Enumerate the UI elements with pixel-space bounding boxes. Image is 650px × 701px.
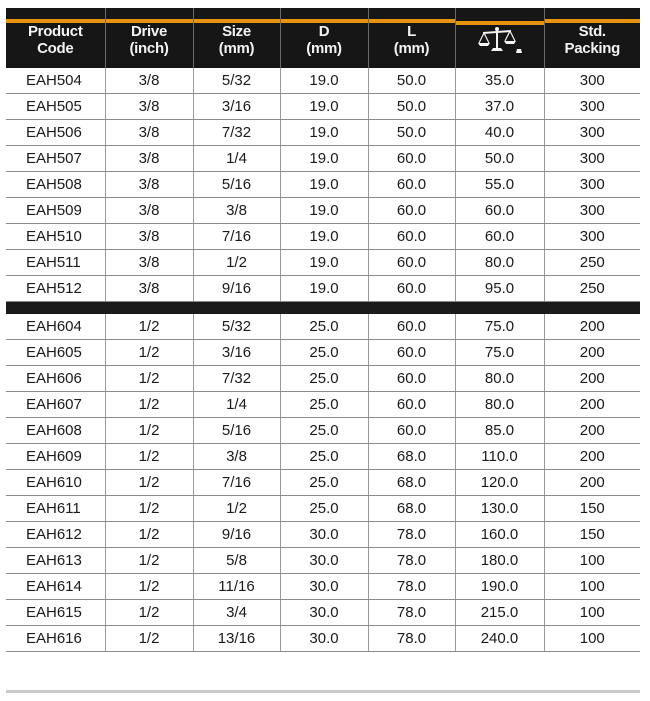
cell-size: 3/8 bbox=[193, 444, 280, 470]
cell-std-packing: 200 bbox=[544, 340, 640, 366]
cell-drive: 1/2 bbox=[105, 366, 193, 392]
cell-l: 78.0 bbox=[368, 574, 455, 600]
cell-size: 5/32 bbox=[193, 68, 280, 94]
cell-l: 78.0 bbox=[368, 600, 455, 626]
cell-product-code: EAH610 bbox=[6, 470, 105, 496]
cell-drive: 1/2 bbox=[105, 626, 193, 652]
table-row bbox=[6, 548, 640, 574]
cell-size: 11/16 bbox=[193, 574, 280, 600]
cell-drive: 1/2 bbox=[105, 418, 193, 444]
cell-l: 60.0 bbox=[368, 172, 455, 198]
header-d: D (mm) bbox=[280, 8, 368, 68]
header-row bbox=[6, 8, 640, 68]
cell-d: 19.0 bbox=[280, 172, 368, 198]
cell-d: 25.0 bbox=[280, 314, 368, 340]
cell-weight: 80.0 bbox=[455, 392, 544, 418]
cell-weight: 190.0 bbox=[455, 574, 544, 600]
cell-std-packing: 100 bbox=[544, 548, 640, 574]
cell-weight: 75.0 bbox=[455, 314, 544, 340]
cell-l: 50.0 bbox=[368, 68, 455, 94]
table-row bbox=[6, 94, 640, 120]
cell-product-code: EAH605 bbox=[6, 340, 105, 366]
cell-product-code: EAH607 bbox=[6, 392, 105, 418]
table-row bbox=[6, 444, 640, 470]
cell-size: 1/2 bbox=[193, 250, 280, 276]
cell-d: 19.0 bbox=[280, 146, 368, 172]
cell-product-code: EAH611 bbox=[6, 496, 105, 522]
cell-d: 30.0 bbox=[280, 574, 368, 600]
cell-d: 25.0 bbox=[280, 366, 368, 392]
cell-drive: 3/8 bbox=[105, 94, 193, 120]
cell-size: 3/4 bbox=[193, 600, 280, 626]
cell-d: 19.0 bbox=[280, 120, 368, 146]
cell-d: 30.0 bbox=[280, 600, 368, 626]
product-spec-table bbox=[6, 8, 640, 652]
table-row bbox=[6, 172, 640, 198]
cell-l: 68.0 bbox=[368, 444, 455, 470]
cell-drive: 1/2 bbox=[105, 470, 193, 496]
balance-scale-icon bbox=[477, 25, 523, 55]
cell-d: 30.0 bbox=[280, 522, 368, 548]
cell-size: 5/8 bbox=[193, 548, 280, 574]
table-row bbox=[6, 626, 640, 652]
table-body bbox=[6, 68, 640, 652]
cell-product-code: EAH606 bbox=[6, 366, 105, 392]
cell-size: 5/32 bbox=[193, 314, 280, 340]
cell-l: 60.0 bbox=[368, 418, 455, 444]
cell-l: 60.0 bbox=[368, 314, 455, 340]
cell-d: 19.0 bbox=[280, 198, 368, 224]
cell-weight: 240.0 bbox=[455, 626, 544, 652]
cell-drive: 3/8 bbox=[105, 250, 193, 276]
cell-product-code: EAH504 bbox=[6, 68, 105, 94]
cell-drive: 3/8 bbox=[105, 146, 193, 172]
cell-size: 7/32 bbox=[193, 366, 280, 392]
cell-std-packing: 100 bbox=[544, 626, 640, 652]
cell-drive: 1/2 bbox=[105, 444, 193, 470]
cell-l: 60.0 bbox=[368, 366, 455, 392]
header-product-code: Product Code bbox=[6, 8, 105, 68]
cell-weight: 110.0 bbox=[455, 444, 544, 470]
cell-std-packing: 100 bbox=[544, 600, 640, 626]
cell-l: 60.0 bbox=[368, 224, 455, 250]
header-l: L (mm) bbox=[368, 8, 455, 68]
cell-d: 25.0 bbox=[280, 496, 368, 522]
cell-l: 60.0 bbox=[368, 392, 455, 418]
table-row bbox=[6, 198, 640, 224]
cell-size: 9/16 bbox=[193, 276, 280, 302]
cell-weight: 95.0 bbox=[455, 276, 544, 302]
cell-product-code: EAH511 bbox=[6, 250, 105, 276]
cell-weight: 75.0 bbox=[455, 340, 544, 366]
table-row bbox=[6, 224, 640, 250]
cell-product-code: EAH509 bbox=[6, 198, 105, 224]
cell-drive: 3/8 bbox=[105, 276, 193, 302]
separator-bar bbox=[6, 302, 640, 315]
cell-drive: 3/8 bbox=[105, 120, 193, 146]
cell-product-code: EAH615 bbox=[6, 600, 105, 626]
cell-product-code: EAH616 bbox=[6, 626, 105, 652]
cell-weight: 60.0 bbox=[455, 224, 544, 250]
cell-d: 25.0 bbox=[280, 444, 368, 470]
table-row bbox=[6, 496, 640, 522]
cell-std-packing: 200 bbox=[544, 470, 640, 496]
cell-drive: 3/8 bbox=[105, 68, 193, 94]
cell-weight: 120.0 bbox=[455, 470, 544, 496]
cell-std-packing: 300 bbox=[544, 94, 640, 120]
table-row bbox=[6, 470, 640, 496]
cell-product-code: EAH512 bbox=[6, 276, 105, 302]
cell-drive: 1/2 bbox=[105, 392, 193, 418]
bottom-rule bbox=[6, 690, 640, 693]
cell-std-packing: 200 bbox=[544, 314, 640, 340]
cell-size: 3/8 bbox=[193, 198, 280, 224]
cell-product-code: EAH508 bbox=[6, 172, 105, 198]
cell-l: 50.0 bbox=[368, 120, 455, 146]
table-row bbox=[6, 68, 640, 94]
cell-d: 25.0 bbox=[280, 470, 368, 496]
cell-drive: 1/2 bbox=[105, 340, 193, 366]
cell-d: 19.0 bbox=[280, 224, 368, 250]
cell-std-packing: 300 bbox=[544, 224, 640, 250]
cell-std-packing: 200 bbox=[544, 444, 640, 470]
cell-l: 60.0 bbox=[368, 340, 455, 366]
cell-size: 7/32 bbox=[193, 120, 280, 146]
table-row bbox=[6, 340, 640, 366]
cell-drive: 1/2 bbox=[105, 600, 193, 626]
cell-size: 1/4 bbox=[193, 392, 280, 418]
table-row bbox=[6, 276, 640, 302]
cell-d: 19.0 bbox=[280, 68, 368, 94]
cell-weight: 160.0 bbox=[455, 522, 544, 548]
header-std-packing: Std. Packing bbox=[544, 8, 640, 68]
cell-l: 78.0 bbox=[368, 522, 455, 548]
table-row bbox=[6, 314, 640, 340]
cell-std-packing: 200 bbox=[544, 366, 640, 392]
cell-product-code: EAH609 bbox=[6, 444, 105, 470]
cell-d: 19.0 bbox=[280, 276, 368, 302]
cell-std-packing: 250 bbox=[544, 250, 640, 276]
cell-size: 1/2 bbox=[193, 496, 280, 522]
cell-size: 3/16 bbox=[193, 94, 280, 120]
cell-product-code: EAH613 bbox=[6, 548, 105, 574]
table-row bbox=[6, 146, 640, 172]
cell-drive: 3/8 bbox=[105, 172, 193, 198]
cell-weight: 37.0 bbox=[455, 94, 544, 120]
cell-weight: 80.0 bbox=[455, 250, 544, 276]
cell-std-packing: 100 bbox=[544, 574, 640, 600]
cell-d: 25.0 bbox=[280, 340, 368, 366]
cell-weight: 85.0 bbox=[455, 418, 544, 444]
header-drive: Drive (inch) bbox=[105, 8, 193, 68]
header-size: Size (mm) bbox=[193, 8, 280, 68]
cell-size: 7/16 bbox=[193, 224, 280, 250]
table-row bbox=[6, 392, 640, 418]
cell-size: 5/16 bbox=[193, 172, 280, 198]
cell-d: 25.0 bbox=[280, 392, 368, 418]
cell-std-packing: 300 bbox=[544, 120, 640, 146]
cell-d: 30.0 bbox=[280, 548, 368, 574]
cell-product-code: EAH608 bbox=[6, 418, 105, 444]
cell-weight: 55.0 bbox=[455, 172, 544, 198]
table-row bbox=[6, 522, 640, 548]
cell-weight: 60.0 bbox=[455, 198, 544, 224]
cell-product-code: EAH510 bbox=[6, 224, 105, 250]
table-row bbox=[6, 250, 640, 276]
cell-l: 60.0 bbox=[368, 250, 455, 276]
cell-std-packing: 300 bbox=[544, 172, 640, 198]
cell-l: 50.0 bbox=[368, 94, 455, 120]
cell-weight: 180.0 bbox=[455, 548, 544, 574]
cell-size: 3/16 bbox=[193, 340, 280, 366]
cell-std-packing: 250 bbox=[544, 276, 640, 302]
cell-drive: 1/2 bbox=[105, 548, 193, 574]
cell-size: 1/4 bbox=[193, 146, 280, 172]
cell-d: 19.0 bbox=[280, 94, 368, 120]
cell-size: 9/16 bbox=[193, 522, 280, 548]
cell-l: 60.0 bbox=[368, 198, 455, 224]
table-row bbox=[6, 366, 640, 392]
table-row bbox=[6, 418, 640, 444]
cell-l: 68.0 bbox=[368, 496, 455, 522]
cell-drive: 1/2 bbox=[105, 496, 193, 522]
cell-weight: 50.0 bbox=[455, 146, 544, 172]
table-row bbox=[6, 120, 640, 146]
cell-drive: 3/8 bbox=[105, 198, 193, 224]
cell-l: 60.0 bbox=[368, 146, 455, 172]
cell-product-code: EAH612 bbox=[6, 522, 105, 548]
cell-std-packing: 200 bbox=[544, 392, 640, 418]
cell-drive: 1/2 bbox=[105, 314, 193, 340]
cell-product-code: EAH604 bbox=[6, 314, 105, 340]
cell-product-code: EAH506 bbox=[6, 120, 105, 146]
cell-weight: 40.0 bbox=[455, 120, 544, 146]
table-header bbox=[6, 8, 640, 68]
cell-d: 25.0 bbox=[280, 418, 368, 444]
cell-std-packing: 300 bbox=[544, 68, 640, 94]
cell-drive: 1/2 bbox=[105, 522, 193, 548]
cell-product-code: EAH507 bbox=[6, 146, 105, 172]
table-row bbox=[6, 574, 640, 600]
cell-weight: 130.0 bbox=[455, 496, 544, 522]
cell-l: 78.0 bbox=[368, 626, 455, 652]
cell-weight: 80.0 bbox=[455, 366, 544, 392]
cell-std-packing: 300 bbox=[544, 146, 640, 172]
cell-size: 13/16 bbox=[193, 626, 280, 652]
cell-size: 7/16 bbox=[193, 470, 280, 496]
cell-l: 68.0 bbox=[368, 470, 455, 496]
cell-weight: 215.0 bbox=[455, 600, 544, 626]
cell-weight: 35.0 bbox=[455, 68, 544, 94]
cell-d: 30.0 bbox=[280, 626, 368, 652]
cell-std-packing: 150 bbox=[544, 496, 640, 522]
header-weight bbox=[455, 8, 544, 68]
cell-drive: 3/8 bbox=[105, 224, 193, 250]
cell-drive: 1/2 bbox=[105, 574, 193, 600]
cell-product-code: EAH505 bbox=[6, 94, 105, 120]
cell-d: 19.0 bbox=[280, 250, 368, 276]
cell-std-packing: 300 bbox=[544, 198, 640, 224]
cell-std-packing: 150 bbox=[544, 522, 640, 548]
group-separator bbox=[6, 302, 640, 315]
cell-std-packing: 200 bbox=[544, 418, 640, 444]
cell-l: 78.0 bbox=[368, 548, 455, 574]
cell-size: 5/16 bbox=[193, 418, 280, 444]
cell-l: 60.0 bbox=[368, 276, 455, 302]
cell-product-code: EAH614 bbox=[6, 574, 105, 600]
table-row bbox=[6, 600, 640, 626]
